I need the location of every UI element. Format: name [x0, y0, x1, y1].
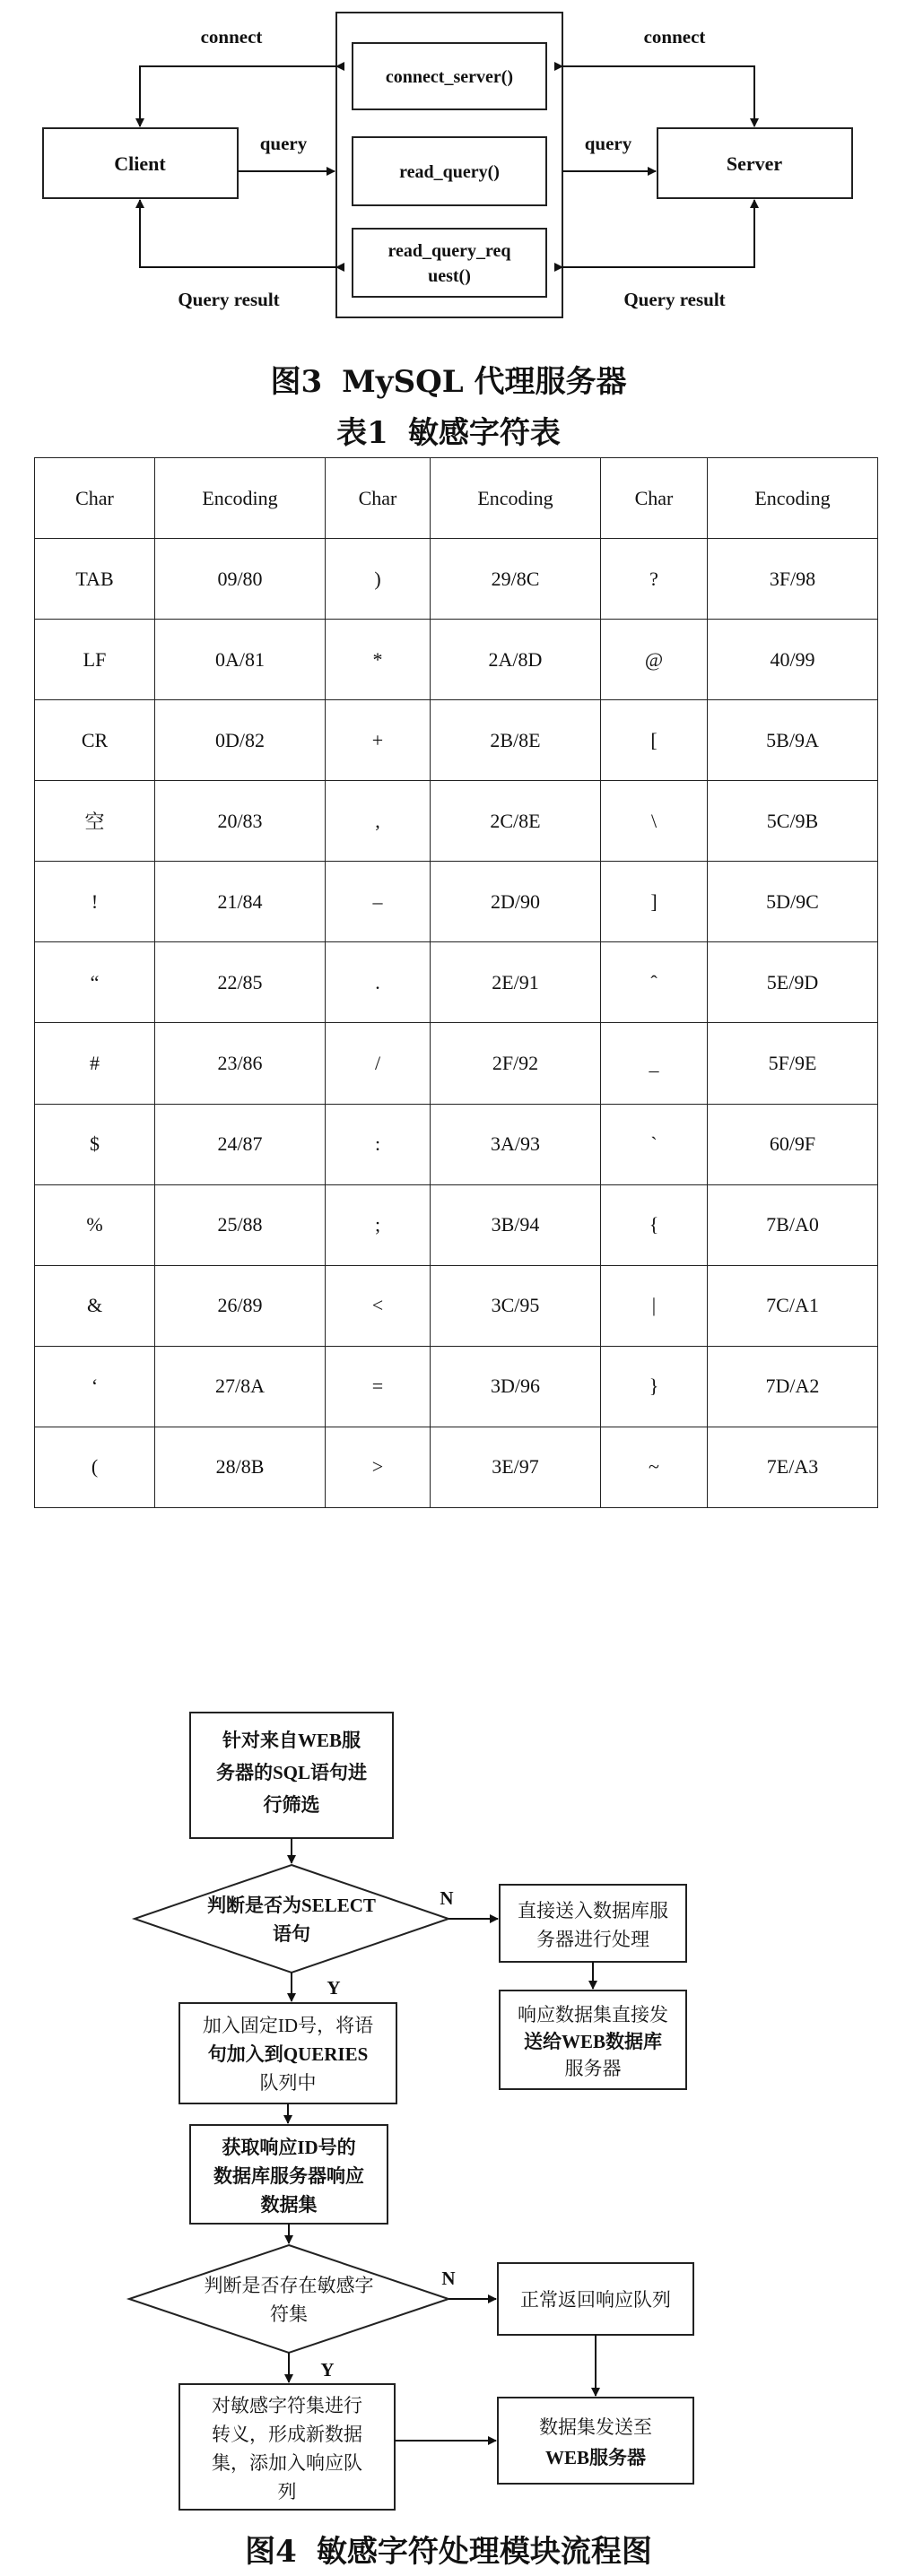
func-read-query-request-box	[353, 229, 546, 297]
table-cell: ‘	[35, 1346, 155, 1427]
table-row	[35, 862, 878, 942]
result-arrow-right	[562, 200, 754, 267]
table-cell: @	[601, 620, 708, 700]
table-row	[35, 942, 878, 1023]
table-cell: 26/89	[155, 1265, 326, 1346]
flow-decision-select-no: N	[440, 1887, 454, 1909]
table-row	[35, 781, 878, 862]
flow-box-send-line1: 数据集发送至	[539, 2416, 652, 2438]
table-cell: –	[326, 862, 431, 942]
table-cell: 09/80	[155, 539, 326, 620]
table-cell: [	[601, 700, 708, 781]
result-label-left: Query result	[178, 289, 280, 310]
figure-4-flowchart	[0, 1686, 897, 2537]
flow-box-send	[498, 2398, 693, 2484]
query-label-right: query	[584, 133, 632, 154]
figure-4-caption	[0, 2527, 897, 2571]
table-cell: =	[326, 1346, 431, 1427]
table-cell: 2E/91	[431, 942, 601, 1023]
figure-4-title: 敏感字符处理模块流程图	[316, 2534, 652, 2570]
table-cell: +	[326, 700, 431, 781]
flow-box-fetch-line2: 数据库服务器响应	[213, 2165, 364, 2187]
table-cell: %	[35, 1184, 155, 1265]
query-label-left: query	[259, 133, 308, 154]
table-cell: 3B/94	[431, 1184, 601, 1265]
table-cell: 20/83	[155, 781, 326, 862]
flow-box-send-line2: WEB服务器	[544, 2447, 647, 2468]
flow-box-escape-line2: 转义，形成新数据	[212, 2424, 362, 2445]
table-cell: 3E/97	[431, 1427, 601, 1507]
table-header-cell: Char	[601, 458, 708, 539]
table-cell: 2C/8E	[431, 781, 601, 862]
table-row	[35, 1427, 878, 1507]
table-cell: 29/8C	[431, 539, 601, 620]
table-header-cell: Encoding	[708, 458, 878, 539]
flow-decision-sensitive-line2: 符集	[270, 2303, 308, 2325]
table-row	[35, 1265, 878, 1346]
flow-box-escape-line4: 列	[277, 2481, 297, 2502]
flow-box-queue-line1: 加入固定ID号，将语	[202, 2015, 374, 2036]
figure-3-diagram	[0, 0, 897, 341]
flow-box-queue-line2: 句加入到QUERIES	[207, 2043, 369, 2065]
table-cell: 5E/9D	[708, 942, 878, 1023]
result-arrow-left	[140, 200, 336, 267]
table-cell: 2A/8D	[431, 620, 601, 700]
func-read-query-request-line2: uest()	[428, 266, 471, 286]
table-cell: #	[35, 1023, 155, 1104]
table-cell: 5D/9C	[708, 862, 878, 942]
table-cell: .	[326, 942, 431, 1023]
flow-decision-sensitive	[129, 2245, 448, 2353]
table-cell: _	[601, 1023, 708, 1104]
table-cell: 22/85	[155, 942, 326, 1023]
table-cell: 5C/9B	[708, 781, 878, 862]
table-cell: ;	[326, 1184, 431, 1265]
flow-box-filter-line1: 针对来自WEB服	[222, 1730, 361, 1751]
table-cell: 3F/98	[708, 539, 878, 620]
flow-box-direct-line1: 直接送入数据库服	[518, 1900, 668, 1921]
table-cell: 3A/93	[431, 1104, 601, 1184]
connect-label-left: connect	[200, 26, 263, 48]
func-connect-server: connect_server()	[385, 67, 514, 87]
table-row	[35, 1346, 878, 1427]
table-cell: *	[326, 620, 431, 700]
table-header-cell: Char	[35, 458, 155, 539]
table-cell: |	[601, 1265, 708, 1346]
sensitive-char-table	[34, 457, 878, 1508]
table-cell: 空	[35, 781, 155, 862]
table-cell: 7E/A3	[708, 1427, 878, 1507]
table-cell: 2D/90	[431, 862, 601, 942]
table-cell: ˆ	[601, 942, 708, 1023]
table-cell: 7B/A0	[708, 1184, 878, 1265]
table-cell: 0D/82	[155, 700, 326, 781]
table-header-cell: Encoding	[431, 458, 601, 539]
flow-decision-select-yes: Y	[327, 1977, 341, 1999]
table-cell: 2B/8E	[431, 700, 601, 781]
table-cell: 24/87	[155, 1104, 326, 1184]
table-cell: `	[601, 1104, 708, 1184]
table-cell: LF	[35, 620, 155, 700]
flow-decision-select-line1: 判断是否为SELECT	[207, 1895, 376, 1916]
figure-3-title: MySQL 代理服务器	[342, 364, 627, 400]
table-cell: {	[601, 1184, 708, 1265]
flow-decision-select-line2: 语句	[273, 1923, 310, 1945]
table-row	[35, 700, 878, 781]
flow-box-queue-line3: 队列中	[259, 2072, 317, 2094]
table-cell: 40/99	[708, 620, 878, 700]
table-cell: $	[35, 1104, 155, 1184]
flow-box-direct	[500, 1885, 686, 1962]
table-cell: <	[326, 1265, 431, 1346]
table-1-number: 表1	[336, 415, 388, 451]
server-label: Server	[726, 152, 783, 175]
flow-decision-select	[135, 1865, 448, 1973]
flow-box-direct-response-line2: 送给WEB数据库	[523, 2031, 663, 2052]
flow-box-fetch-line3: 数据集	[260, 2194, 318, 2216]
table-1-title: 敏感字符表	[407, 415, 561, 451]
flow-box-filter-line2: 务器的SQL语句进	[215, 1762, 368, 1783]
table-1-caption	[0, 408, 897, 452]
flow-box-direct-line2: 务器进行处理	[536, 1929, 649, 1950]
flow-box-filter-line3: 行筛选	[263, 1794, 320, 1816]
connect-label-right: connect	[643, 26, 706, 48]
table-cell: >	[326, 1427, 431, 1507]
table-cell: )	[326, 539, 431, 620]
table-header-cell: Encoding	[155, 458, 326, 539]
table-row	[35, 620, 878, 700]
connect-arrow-left	[140, 66, 336, 126]
table-cell: 7D/A2	[708, 1346, 878, 1427]
result-label-right: Query result	[623, 289, 726, 310]
flow-box-fetch-line1: 获取响应ID号的	[222, 2137, 356, 2158]
table-cell: 27/8A	[155, 1346, 326, 1427]
table-cell: 7C/A1	[708, 1265, 878, 1346]
func-read-query-request-line1: read_query_req	[388, 241, 511, 261]
flow-decision-sensitive-yes: Y	[320, 2359, 335, 2381]
table-header-cell: Char	[326, 458, 431, 539]
table-cell: 5B/9A	[708, 700, 878, 781]
table-cell: /	[326, 1023, 431, 1104]
table-row	[35, 1184, 878, 1265]
figure-3-number: 图3	[270, 364, 323, 400]
flow-box-escape-line1: 对敏感字符集进行	[212, 2395, 362, 2416]
table-cell: (	[35, 1427, 155, 1507]
table-cell: CR	[35, 700, 155, 781]
client-label: Client	[114, 152, 166, 175]
table-cell: 3D/96	[431, 1346, 601, 1427]
flow-decision-sensitive-no: N	[441, 2268, 456, 2289]
func-read-query: read_query()	[399, 162, 500, 182]
table-cell: 21/84	[155, 862, 326, 942]
table-cell: \	[601, 781, 708, 862]
table-header-row	[35, 458, 878, 539]
flow-box-normal-return-text: 正常返回响应队列	[520, 2289, 671, 2311]
table-cell: TAB	[35, 539, 155, 620]
table-cell: 23/86	[155, 1023, 326, 1104]
flow-decision-sensitive-line1: 判断是否存在敏感字	[204, 2275, 374, 2296]
table-cell: 60/9F	[708, 1104, 878, 1184]
table-cell: ?	[601, 539, 708, 620]
table-cell: ~	[601, 1427, 708, 1507]
flow-box-escape-line3: 集，添加入响应队	[212, 2452, 362, 2474]
table-cell: !	[35, 862, 155, 942]
table-cell: ,	[326, 781, 431, 862]
table-cell: 2F/92	[431, 1023, 601, 1104]
table-cell: 28/8B	[155, 1427, 326, 1507]
flow-box-direct-response-line3: 服务器	[564, 2058, 622, 2079]
table-row	[35, 539, 878, 620]
table-cell: 3C/95	[431, 1265, 601, 1346]
table-cell: 25/88	[155, 1184, 326, 1265]
figure-3-caption	[0, 357, 897, 401]
table-row	[35, 1023, 878, 1104]
table-cell: &	[35, 1265, 155, 1346]
flow-box-direct-response-line1: 响应数据集直接发	[518, 2004, 668, 2025]
connect-arrow-right	[562, 66, 754, 126]
table-cell: “	[35, 942, 155, 1023]
table-cell: :	[326, 1104, 431, 1184]
table-cell: 5F/9E	[708, 1023, 878, 1104]
table-cell: ]	[601, 862, 708, 942]
figure-4-number: 图4	[245, 2534, 297, 2570]
table-cell: }	[601, 1346, 708, 1427]
table-cell: 0A/81	[155, 620, 326, 700]
table-row	[35, 1104, 878, 1184]
